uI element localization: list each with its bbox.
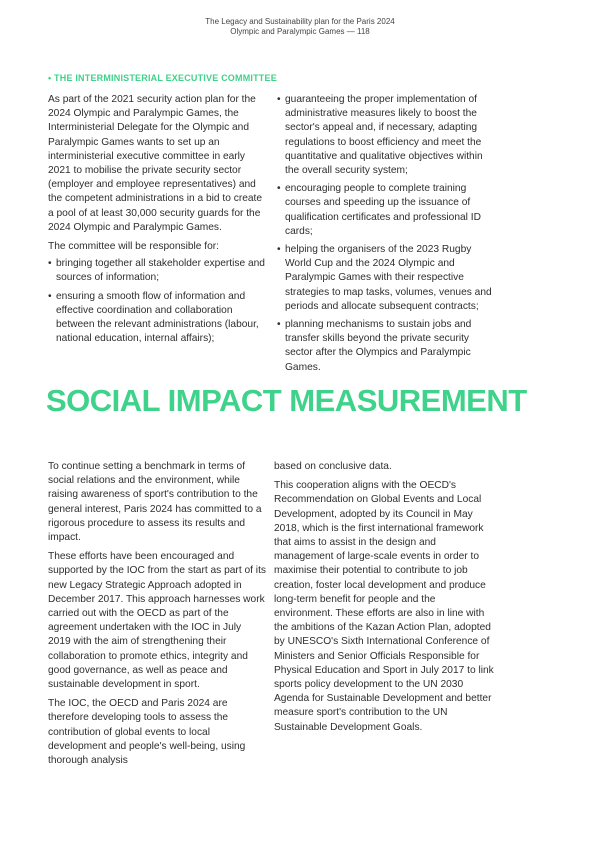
page-header [0,17,600,37]
header-line-1: The Legacy and Sustainability plan for the Paris 2024 [205,17,395,26]
committee-intro: As part of the 2021 security action plan for the 2024 Olympic and Paralympic Games, the Interministerial Delegate for the Olympic and Paralympic Games wants to set up an interministerial executive committee in early 2021 to mobilise the private security sector (employer and employee representatives) and the competent administrations in a bid to create a pool of at least 30,000 security guards for the 2024 Olympic and Paralympic Games. [48,94,263,233]
list-item: • planning mechanisms to sustain jobs and transfer skills beyond the private security sector after the Olympics and Paralympic Games. [277,318,497,375]
social-impact-title: SOCIAL IMPACT MEASUREMENT [46,383,527,418]
list-item: • encouraging people to complete training courses and speeding up the issuance of qualification certificates and professional ID cards; [277,182,497,239]
committee-responsible: The committee will be responsible for: [48,241,219,253]
list-item: • guaranteeing the proper implementation of administrative measures likely to boost the sector's appeal and, if necessary, adapting regulations to boost efficiency and meet the quantitative and qualitative objectives within the overall security system; [277,93,497,178]
committee-right-column [277,93,497,379]
social-paragraph: The IOC, the OECD and Paris 2024 are therefore developing tools to assess the contribution of global events to local development and people's well-being, using thorough analysis [48,698,246,767]
list-item: • bringing together all stakeholder expertise and sources of information; [48,257,266,285]
committee-bullets-right [277,93,497,375]
committee-bullets-left [48,257,266,346]
list-item: • ensuring a smooth flow of information and effective coordination and collaboration between the relevant administrations (labour, national education, internal affairs); [48,290,266,347]
social-left-column [48,460,266,773]
social-paragraph: This cooperation aligns with the OECD's Recommendation on Global Events and Local Development, adopted by its Council in May 2018, which is the first international framework that aims to assist in the design and management of large-scale events in order to maximise their potential to contribute to job creation, foster local development and produce long-term benefit for people and the environment. These efforts are also in line with the ambitions of the Kazan Action Plan, adopted by UNESCO's Sixth International Conference of Ministers and Senior Officials Responsible for Physical Education and Sport in July 2017 to link sports policy development to the UN 2030 Agenda for Sustainable Development and better measure sport's contribution to the UN Sustainable Development Goals. [274,480,494,733]
list-item: • helping the organisers of the 2023 Rugby World Cup and the 2024 Olympic and Paralympic Games with their respective strategies to map tasks, volumes, venues and periods and allocate subsequent contracts; [277,243,497,314]
social-paragraph: based on conclusive data. [274,461,392,472]
social-paragraph: These efforts have been encouraged and supported by the IOC from the start as part of its new Legacy Strategic Approach adopted in December 2017. This approach harnesses work carried out with the OECD as part of the agreement undertaken with the IOC in July 2019 with the aim of strengthening their collaboration to promote ethics, integrity and good governance, as well as peace and sustainable development in sport. [48,551,266,691]
social-right-column [274,460,496,740]
social-paragraph: To continue setting a benchmark in terms of social relations and the environment, while raising awareness of sport's contribution to the general interest, Paris 2024 has committed to a rigorous procedure to assess its results and impact. [48,461,262,544]
committee-left-column [48,93,266,350]
committee-section-label: • THE INTERMINISTERIAL EXECUTIVE COMMITTEE [48,73,277,83]
header-line-2: Olympic and Paralympic Games — 118 [230,27,370,36]
